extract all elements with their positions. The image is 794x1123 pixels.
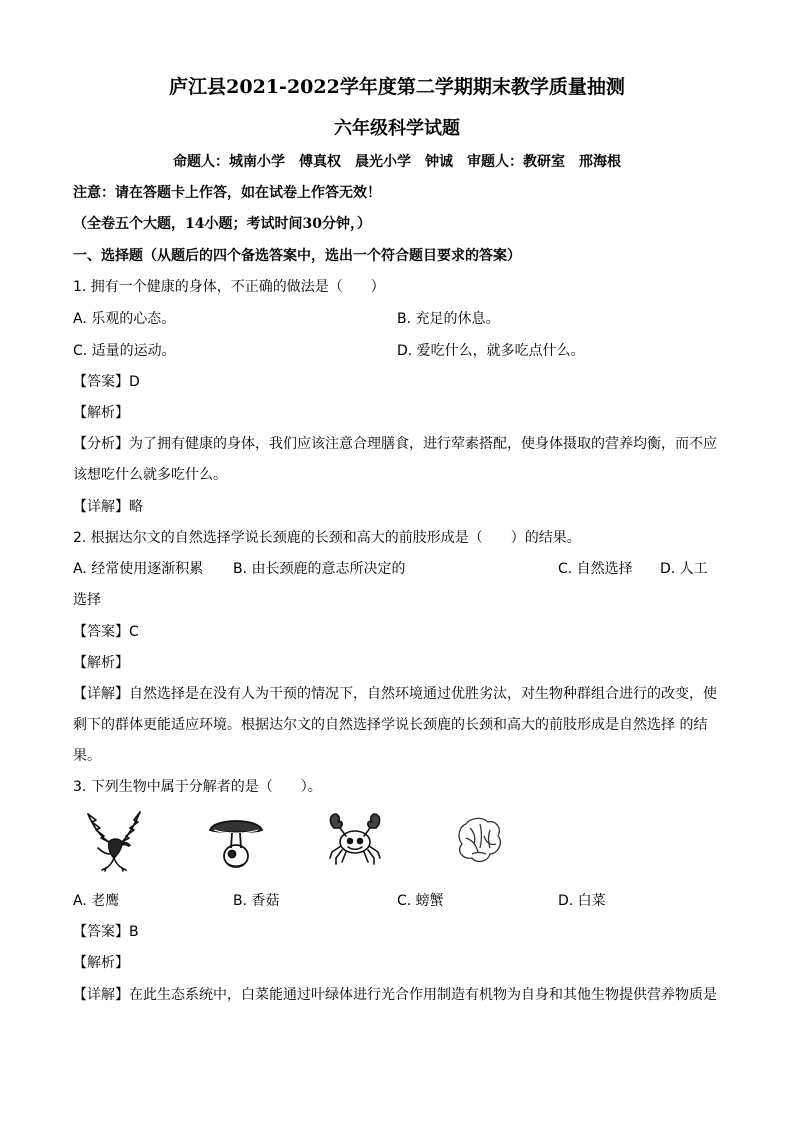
exam-scope: （全卷五个大题，14小题；考试时间30分钟，） bbox=[73, 216, 371, 232]
q3-stem: 3. 下列生物中属于分解者的是（ ）。 bbox=[73, 779, 322, 795]
q3-option-d: D. 白菜 bbox=[558, 893, 606, 909]
q1-option-b: B. 充足的休息。 bbox=[397, 311, 500, 327]
section-heading: 一、选择题（从题后的四个备选答案中，选出一个符合题目要求的答案） bbox=[73, 248, 521, 264]
q2-option-d: D. 人工 bbox=[660, 561, 708, 577]
q3-option-b: B. 香菇 bbox=[233, 893, 280, 909]
authors-line: 命题人：城南小学 傅真权 晨光小学 钟诚 审题人：教研室 邢海根 bbox=[173, 154, 621, 170]
eagle-picture bbox=[84, 808, 144, 872]
q2-option-d-continued: 选择 bbox=[73, 592, 101, 608]
q3-jiexi: 【解析】 bbox=[73, 955, 129, 971]
q1-answer: 【答案】D bbox=[73, 374, 140, 390]
q2-jiexi: 【解析】 bbox=[73, 655, 129, 671]
q1-analysis-line1: 【分析】为了拥有健康的身体，我们应该注意合理膳食，进行荤素搭配，使身体摄取的营养均衡，而不应 bbox=[73, 436, 717, 452]
q1-option-d: D. 爱吃什么，就多吃点什么。 bbox=[397, 343, 585, 359]
exam-title: 庐江县2021-2022学年度第二学期期末教学质量抽测 bbox=[169, 76, 625, 98]
exam-subtitle: 六年级科学试题 bbox=[334, 118, 460, 139]
q2-stem: 2. 根据达尔文的自然选择学说长颈鹿的长颈和高大的前肢形成是（ ）的结果。 bbox=[73, 530, 581, 546]
q1-option-c: C. 适量的运动。 bbox=[73, 343, 176, 359]
crab-picture bbox=[324, 810, 386, 870]
q1-option-a: A. 乐观的心态。 bbox=[73, 311, 176, 327]
q2-detail-line2: 剩下的群体更能适应环境。根据达尔文的自然选择学说长颈鹿的长颈和高大的前肢形成是自然选择 的结 bbox=[73, 717, 708, 733]
cabbage-picture bbox=[452, 814, 508, 866]
q3-option-a: A. 老鹰 bbox=[73, 893, 120, 909]
notice: 注意：请在答题卡上作答，如在试卷上作答无效！ bbox=[73, 185, 381, 201]
q2-answer: 【答案】C bbox=[73, 624, 139, 640]
q3-answer: 【答案】B bbox=[73, 924, 139, 940]
q1-stem: 1. 拥有一个健康的身体，不正确的做法是（ ） bbox=[73, 279, 385, 295]
q1-analysis-line2: 该想吃什么就多吃什么。 bbox=[73, 467, 227, 483]
mushroom-picture bbox=[206, 814, 266, 870]
q2-detail-line3: 果。 bbox=[73, 748, 101, 764]
q2-option-b: B. 由长颈鹿的意志所决定的 bbox=[233, 561, 406, 577]
q1-detail: 【详解】略 bbox=[73, 499, 143, 515]
q2-option-a: A. 经常使用逐渐积累 bbox=[73, 561, 204, 577]
q3-detail-line1: 【详解】在此生态系统中，白菜能通过叶绿体进行光合作用制造有机物为自身和其他生物提供营养物质是 bbox=[73, 987, 717, 1003]
q3-option-c: C. 螃蟹 bbox=[397, 893, 444, 909]
q2-option-c: C. 自然选择 bbox=[558, 561, 633, 577]
q1-jiexi: 【解析】 bbox=[73, 405, 129, 421]
q2-detail-line1: 【详解】自然选择是在没有人为干预的情况下，自然环境通过优胜劣汰，对生物种群组合进行的改变，使 bbox=[73, 686, 717, 702]
